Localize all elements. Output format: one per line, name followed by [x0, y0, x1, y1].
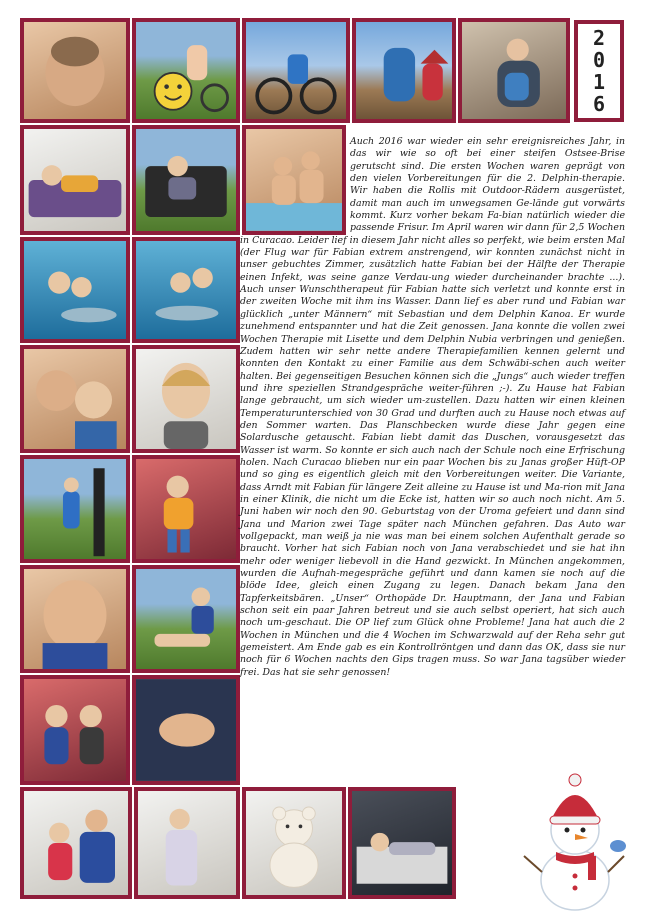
photo-boy-lawn [132, 565, 240, 673]
photo-winter-outdoor [352, 18, 456, 123]
photo-father-child-sofa [458, 18, 570, 123]
photo-girl-hospital-bed [134, 787, 240, 899]
year-digit: 6 [592, 92, 606, 116]
photo-haircut [20, 18, 130, 123]
photo-dolphin-swim-girl [20, 237, 130, 343]
photo-solar-shower [20, 455, 130, 563]
photo-hand-pinch [132, 675, 240, 785]
photo-lounger-boy [132, 125, 240, 235]
photo-hospital-hug [20, 675, 130, 785]
photo-boy-closeup [20, 565, 130, 673]
photo-dad-son-selfie [20, 345, 130, 453]
year-digit: 0 [592, 48, 606, 72]
year-box [574, 20, 624, 122]
photo-doctor-girl [20, 787, 132, 899]
photo-field-wheelchair [242, 18, 350, 123]
photo-lounger-girl [20, 125, 130, 235]
photo-smiley-wheelchair [132, 18, 240, 123]
snowman-icon [520, 772, 630, 912]
year-digit: 2 [592, 26, 606, 50]
story-paragraph: Auch 2016 war wieder ein sehr ereignisreiches Jahr, in das wir wie so oft bei einer steifen Ostsee-Brise gerutscht sind. Die ersten Wochen waren geprägt von den vielen Vorbereitungen für die 2. Delphin-therapie. Wir haben die Rollis mit Outdoor-Rädern ausgerüstet, damit man auch im unwegsamen Ge-lände gut vorwärts kommt. Kurz vorher bekam Fa-bian natürlich wieder die passende Frisur. Im April waren wir dann für 2,5 Wochen in Curacao. Leider lief in diesem Jahr nicht alles so perfekt, wie beim ersten Mal (der Flug war für Fabian extrem anstrengend, wir konnten zunächst nicht in unser gebuchtes Zimmer, zusätzlich hatte Fabian bei der Hälfte der Therapie einen Infekt, was seine ganze Verdau-ung wieder durcheinander brachte ...). Auch unser Wunschtherapeut für Fabian hatte sich verletzt und konnte erst in der zweiten Woche mit ihm ins Wasser. Dann lief es aber rund und Fabian war glücklich „unter Männern“ mit Sebastian und dem Delphin Kanoa. Er wurde zunehmend entspannter und hat die Zeit genossen. Jana konnte die vollen zwei Wochen Therapie mit Lisette und dem Delphin Nubia verbringen und genießen. Zudem hatten wir sehr nette andere Therapiefamilien kennen gelernt und konnten den Kontakt zu einer Familie aus dem Schwäbi-schen auch weiter halten. Bei gegenseitigen Besuchen können sich die „Jungs“ auch wieder treffen und ihre speziellen Strandgespräche weiter-führen ;-). Zu Hause hat Fabian lange gebraucht, um sich wieder um-zustellen. Dazu hatten wir einen kleinen Temperaturunterschied von 30 Grad und durften auch zu Hause noch etwas auf den Sommer warten. Das Planschbecken wurde diese Jahr gegen eine Solardusche getauscht. Fabian liebt damit das Duschen, vorausgesetzt das Wasser ist warm. So konnte er sich auch nach der Schule noch eine Erfrischung holen. Nach Curacao blieben nur ein paar Wochen bis zu Janas großer Hüft-OP und so ging es eigentlich gleich mit den Vorbereitungen weiter. Die Variante, dass Arndt mit Fabian für längere Zeit alleine zu Hause ist und Ma-rion mit Jana in einer Klinik, die nicht um die Ecke ist, hatten wir so auch noch nicht. Am 5. Juni haben wir noch den 90. Geburtstag von der Uroma gefeiert und dann sind Jana und Marion zwei Tage später nach München gefahren. Das Auto war vollgepackt, man weiß ja nie was man bei einem solchen Aufenthalt gerade so braucht. Vorher hat sich Fabian noch von Jana verabschiedet und sie hat ihn mehr oder weniger liebevoll in die Hand gezwickt. In München angekommen, wurden die Aufnah-megespräche geführt und dann kamen sie noch auf die blöde Idee, gleich einen Zugang zu legen. Danach bekam Jana den Tapferkeitsbären. „Unser“ Orthopäde Dr. Hauptmann, der Jana und Fabian schon seit ein paar Jahren betreut und sie auch selbst operiert, hat sich auch noch um-geschaut. Die OP lief zum Glück ohne Probleme! Jana hat auch die 2 Wochen in München und die 4 Wochen im Schwarzwald auf der Reha sehr gut gemeistert. Am Ende gab es ein Kontrollröntgen und dann das OK, dass sie nur noch für 6 Wochen nachts den Gips tragen muss. So war Jana tagsüber wieder frei. Das hat sie sehr genossen! [240, 136, 625, 678]
year-digit: 1 [592, 70, 606, 94]
photo-boy-sofa-red [132, 455, 240, 563]
photo-girl-portrait [132, 345, 240, 453]
photo-dolphin-swim-boy [132, 237, 240, 343]
